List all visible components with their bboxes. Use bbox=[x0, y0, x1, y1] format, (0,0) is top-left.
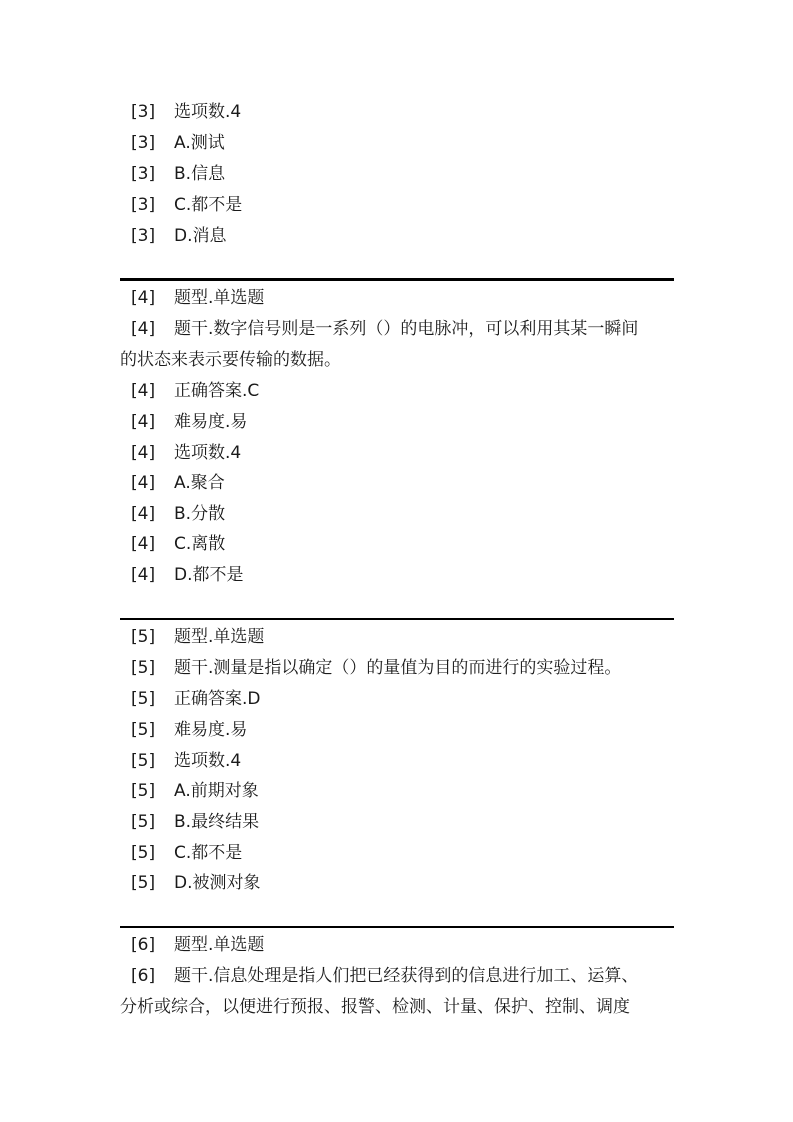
line-text: D.消息 bbox=[174, 226, 227, 246]
question-6-stem bbox=[131, 961, 671, 992]
question-tag: [4] bbox=[131, 288, 156, 308]
line-text: A.测试 bbox=[174, 133, 225, 153]
question-4-option-d bbox=[131, 560, 671, 591]
line-text: 选项数.4 bbox=[174, 443, 242, 463]
question-tag: [4] bbox=[131, 319, 156, 339]
question-tag: [3] bbox=[131, 102, 156, 122]
question-4-stem-continued: 的状态来表示要传输的数据。 bbox=[120, 350, 341, 370]
question-4-stem bbox=[131, 314, 671, 345]
question-3-option-c bbox=[131, 190, 671, 221]
question-tag: [4] bbox=[131, 381, 156, 401]
question-4-option-count bbox=[131, 438, 671, 469]
question-3-option-b bbox=[131, 159, 671, 190]
question-6-type bbox=[131, 930, 671, 961]
question-4-option-c bbox=[131, 529, 671, 560]
question-tag: [5] bbox=[131, 751, 156, 771]
question-tag: [4] bbox=[131, 534, 156, 554]
line-text: 题干.信息处理是指人们把已经获得到的信息进行加工、运算、 bbox=[174, 966, 639, 986]
question-5-option-b bbox=[131, 807, 671, 838]
question-tag: [4] bbox=[131, 473, 156, 493]
question-4-answer bbox=[131, 376, 671, 407]
question-tag: [3] bbox=[131, 164, 156, 184]
line-text: 难易度.易 bbox=[174, 720, 248, 740]
question-5-option-c bbox=[131, 838, 671, 869]
line-text: A.前期对象 bbox=[174, 781, 259, 801]
question-tag: [6] bbox=[131, 935, 156, 955]
question-tag: [4] bbox=[131, 412, 156, 432]
line-text: 正确答案.C bbox=[174, 381, 260, 401]
question-tag: [5] bbox=[131, 658, 156, 678]
line-text: A.聚合 bbox=[174, 473, 225, 493]
section-divider bbox=[120, 278, 674, 281]
question-3-option-d bbox=[131, 221, 671, 252]
line-text: 题型.单选题 bbox=[174, 288, 265, 308]
question-tag: [3] bbox=[131, 226, 156, 246]
question-tag: [5] bbox=[131, 627, 156, 647]
question-4-option-a bbox=[131, 468, 671, 499]
question-tag: [4] bbox=[131, 443, 156, 463]
question-tag: [5] bbox=[131, 720, 156, 740]
line-text: 题型.单选题 bbox=[174, 935, 265, 955]
line-text: B.信息 bbox=[174, 164, 226, 184]
line-text: 正确答案.D bbox=[174, 689, 261, 709]
line-text: C.离散 bbox=[174, 534, 226, 554]
question-5-difficulty bbox=[131, 715, 671, 746]
line-text: B.最终结果 bbox=[174, 812, 260, 832]
line-text: C.都不是 bbox=[174, 195, 243, 215]
question-3-option-a bbox=[131, 128, 671, 159]
line-text: D.被测对象 bbox=[174, 873, 261, 893]
question-4-option-b bbox=[131, 499, 671, 530]
line-text: D.都不是 bbox=[174, 565, 244, 585]
line-text: 题型.单选题 bbox=[174, 627, 265, 647]
question-tag: [5] bbox=[131, 843, 156, 863]
question-5-option-a bbox=[131, 776, 671, 807]
question-5-stem bbox=[131, 653, 671, 684]
question-tag: [3] bbox=[131, 195, 156, 215]
question-tag: [5] bbox=[131, 873, 156, 893]
question-5-option-count bbox=[131, 746, 671, 777]
question-4-difficulty bbox=[131, 407, 671, 438]
section-divider bbox=[120, 926, 674, 928]
question-3-option-count bbox=[131, 97, 671, 128]
question-4-type bbox=[131, 283, 671, 314]
question-5-option-d bbox=[131, 868, 671, 899]
line-text: 难易度.易 bbox=[174, 412, 248, 432]
question-tag: [5] bbox=[131, 781, 156, 801]
line-text: 选项数.4 bbox=[174, 102, 242, 122]
line-text: 题干.测量是指以确定（）的量值为目的而进行的实验过程。 bbox=[174, 658, 622, 678]
question-tag: [5] bbox=[131, 812, 156, 832]
question-tag: [5] bbox=[131, 689, 156, 709]
section-divider bbox=[120, 618, 674, 620]
question-tag: [4] bbox=[131, 504, 156, 524]
question-tag: [6] bbox=[131, 966, 156, 986]
question-5-answer bbox=[131, 684, 671, 715]
line-text: C.都不是 bbox=[174, 843, 243, 863]
line-text: B.分散 bbox=[174, 504, 226, 524]
question-tag: [3] bbox=[131, 133, 156, 153]
question-5-type bbox=[131, 622, 671, 653]
question-6-stem-continued: 分析或综合，以便进行预报、报警、检测、计量、保护、控制、调度 bbox=[120, 997, 630, 1017]
line-text: 选项数.4 bbox=[174, 751, 242, 771]
question-tag: [4] bbox=[131, 565, 156, 585]
line-text: 题干.数字信号则是一系列（）的电脉冲，可以利用其某一瞬间 bbox=[174, 319, 639, 339]
